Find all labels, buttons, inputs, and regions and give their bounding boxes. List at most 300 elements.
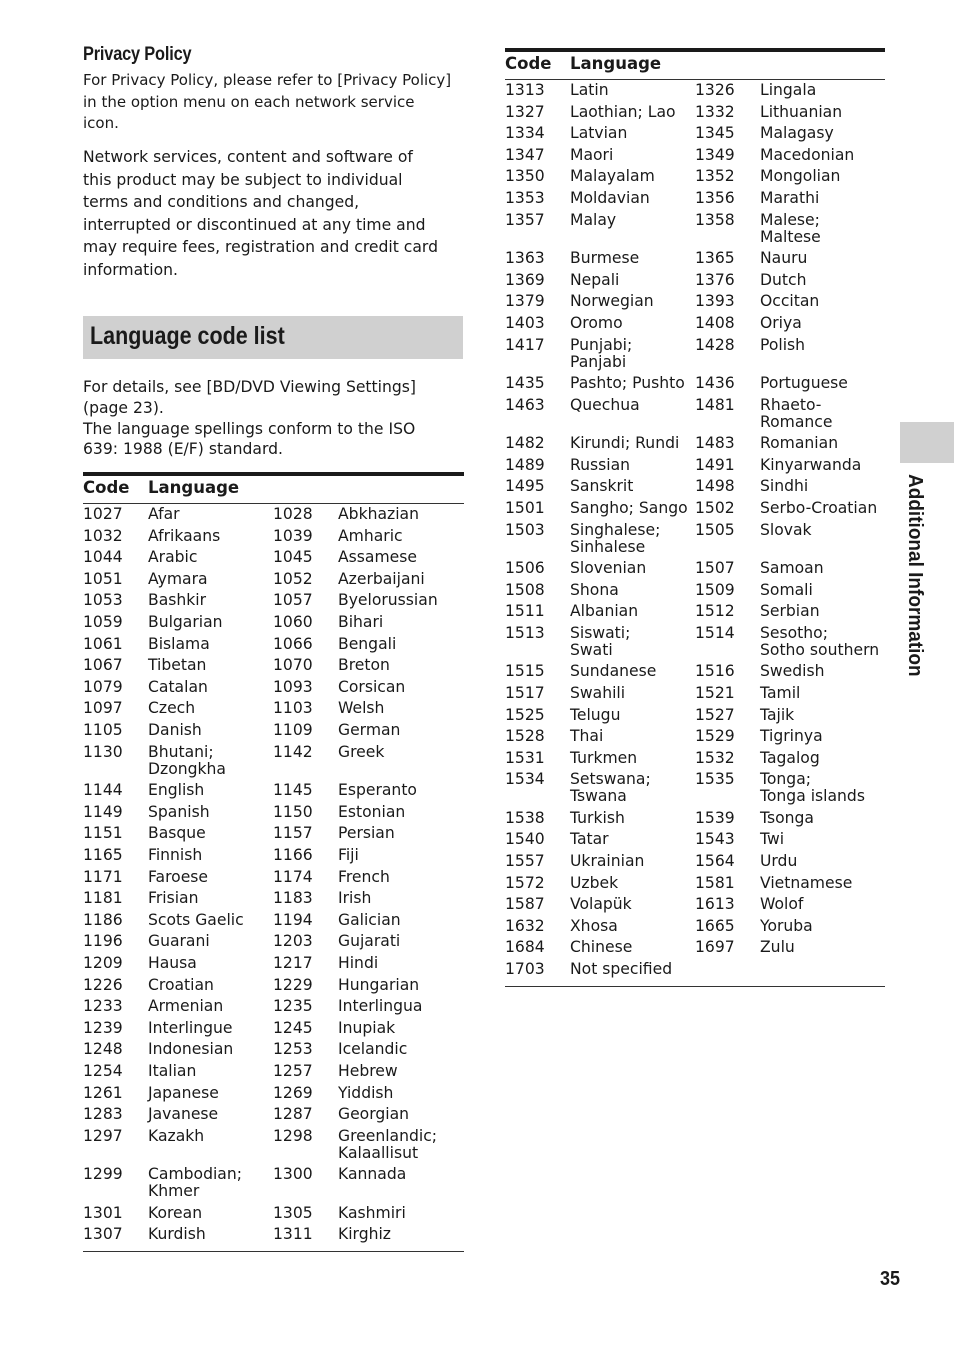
- code-cell: 1363: [505, 249, 545, 268]
- text-line: terms and conditions and changed,: [83, 193, 360, 211]
- code-cell: 1557: [505, 852, 545, 870]
- code-cell: 1253: [273, 1040, 313, 1059]
- language-cell: Wolof: [760, 895, 804, 914]
- language-cell: Malayalam: [570, 167, 655, 186]
- language-cell: Tajik: [760, 705, 795, 724]
- language-cell: Aymara: [148, 569, 208, 588]
- language-cell: Serbo-Croatian: [760, 498, 878, 517]
- language-cell: Latin: [570, 81, 609, 99]
- language-cell: Assamese: [338, 548, 417, 567]
- code-cell: 1539: [695, 808, 735, 827]
- code-cell: 1283: [83, 1105, 123, 1124]
- code-cell: 1059: [83, 613, 123, 631]
- language-cell: Oromo: [570, 313, 623, 332]
- code-cell: 1261: [83, 1083, 123, 1102]
- text-line: The language spellings conform to the ISO: [83, 419, 416, 438]
- language-cell: [570, 212, 616, 229]
- header-rule: [505, 79, 885, 80]
- code-cell: 1149: [83, 802, 123, 821]
- code-cell: 1203: [273, 932, 313, 951]
- language-cell: Turkmen: [570, 748, 638, 767]
- code-cell: 1393: [695, 292, 735, 311]
- code-cell: 1311: [273, 1225, 313, 1244]
- language-cell: Maori: [570, 145, 614, 164]
- code-cell: 1307: [83, 1225, 123, 1244]
- code-cell: 1358: [695, 210, 735, 229]
- language-line: Polish: [760, 335, 806, 354]
- code-cell: 1257: [273, 1061, 313, 1080]
- language-line: Greek: [338, 742, 385, 761]
- language-cell: Estonian: [338, 802, 406, 821]
- code-cell: 1067: [83, 656, 123, 675]
- language-cell: Yoruba: [760, 916, 813, 935]
- section-title: Language code list: [90, 322, 285, 350]
- text-line: interrupted or discontinued at any time and: [83, 215, 426, 234]
- language-cell: Interlingue: [148, 1018, 233, 1037]
- language-cell: Tibetan: [148, 656, 207, 675]
- language-cell: Galician: [338, 910, 401, 929]
- language-cell: Guarani: [148, 932, 210, 951]
- language-cell: Corsican: [338, 677, 406, 696]
- language-cell: Tamil: [760, 683, 801, 702]
- code-cell: 1436: [695, 374, 735, 392]
- language-cell: Dutch: [760, 270, 807, 289]
- code-cell: 1039: [273, 526, 313, 545]
- language-cell: Occitan: [760, 292, 820, 311]
- code-cell: 1186: [83, 910, 123, 929]
- language-cell: Finnish: [148, 845, 203, 864]
- code-cell: 1299: [83, 1165, 123, 1184]
- code-cell: 1511: [505, 602, 545, 621]
- code-cell: 1481: [695, 395, 735, 414]
- code-cell: 1229: [273, 975, 313, 994]
- code-cell: 1521: [695, 683, 735, 702]
- code-cell: 1239: [83, 1018, 123, 1037]
- code-cell: 1103: [273, 699, 313, 718]
- language-cell: Hausa: [148, 953, 197, 972]
- code-cell: 1217: [273, 953, 313, 972]
- language-cell: Javanese: [148, 1105, 219, 1124]
- header-rule: [83, 503, 464, 504]
- language-line: Singhalese;: [570, 520, 661, 539]
- code-cell: 1540: [505, 830, 545, 849]
- language-cell: Norwegian: [570, 292, 654, 311]
- header-code: Code: [83, 478, 130, 497]
- language-line: Maltese: [760, 227, 821, 246]
- language-cell: Hindi: [338, 953, 379, 972]
- table-top-rule: [505, 48, 885, 52]
- language-line: Greenlandic;: [338, 1126, 438, 1145]
- text-line: 639: 1988 (E/F) standard.: [83, 440, 283, 459]
- language-cell: Hungarian: [338, 975, 420, 994]
- language-cell: Japanese: [148, 1083, 219, 1102]
- code-cell: 1543: [695, 830, 735, 849]
- language-line: Cambodian;: [148, 1165, 242, 1184]
- code-cell: 1157: [273, 824, 313, 843]
- code-cell: 1489: [505, 455, 545, 474]
- language-cell: [338, 744, 384, 761]
- language-cell: Abkhazian: [338, 505, 419, 523]
- language-cell: [148, 1166, 242, 1200]
- code-cell: 1165: [83, 845, 123, 864]
- code-cell: 1435: [505, 374, 545, 392]
- code-cell: 1027: [83, 505, 123, 523]
- code-cell: 1301: [83, 1203, 123, 1222]
- language-cell: Spanish: [148, 802, 210, 821]
- code-cell: 1326: [695, 81, 735, 99]
- language-cell: Oriya: [760, 313, 802, 332]
- language-cell: German: [338, 721, 401, 739]
- code-cell: 1379: [505, 292, 545, 311]
- language-cell: Serbian: [760, 602, 820, 621]
- code-cell: 1613: [695, 895, 735, 914]
- language-line: Siswati;: [570, 623, 631, 642]
- code-cell: 1044: [83, 548, 123, 567]
- privacy-heading: Privacy Policy: [83, 44, 192, 65]
- side-tab: [900, 422, 954, 463]
- language-cell: Nauru: [760, 249, 808, 268]
- language-cell: Breton: [338, 656, 390, 675]
- language-cell: Tsonga: [760, 808, 814, 827]
- language-cell: Portuguese: [760, 374, 848, 392]
- code-cell: 1527: [695, 705, 735, 724]
- code-cell: 1297: [83, 1126, 123, 1145]
- language-line: Setswana;: [570, 770, 651, 789]
- code-cell: 1151: [83, 824, 123, 843]
- language-cell: Uzbek: [570, 873, 619, 892]
- language-cell: Kinyarwanda: [760, 455, 862, 474]
- code-cell: 1349: [695, 145, 735, 164]
- language-cell: Slovenian: [570, 559, 647, 577]
- language-cell: Lingala: [760, 81, 817, 99]
- language-cell: Inupiak: [338, 1018, 396, 1037]
- text-line: may require fees, registration and credit card: [83, 238, 438, 256]
- language-cell: Romanian: [760, 434, 839, 453]
- language-cell: Bislama: [148, 634, 210, 653]
- language-cell: [148, 744, 226, 778]
- code-cell: 1529: [695, 727, 735, 746]
- language-cell: Telugu: [570, 705, 621, 724]
- language-line: Kazakh: [148, 1126, 205, 1145]
- language-cell: Latvian: [570, 124, 628, 143]
- code-cell: 1194: [273, 910, 313, 929]
- code-cell: 1587: [505, 895, 545, 914]
- code-cell: 1534: [505, 770, 545, 789]
- code-cell: 1245: [273, 1018, 313, 1037]
- code-cell: 1482: [505, 434, 545, 453]
- section-banner: [83, 316, 463, 359]
- language-cell: Mongolian: [760, 167, 841, 186]
- code-cell: 1564: [695, 852, 735, 870]
- language-cell: Swahili: [570, 683, 626, 702]
- code-cell: 1514: [695, 623, 735, 642]
- code-cell: 1376: [695, 270, 735, 289]
- language-line: Punjabi;: [570, 335, 633, 354]
- text-line: (page 23).: [83, 398, 164, 417]
- code-cell: 1507: [695, 559, 735, 577]
- code-cell: 1070: [273, 656, 313, 675]
- language-cell: Marathi: [760, 189, 820, 207]
- language-cell: Lithuanian: [760, 102, 843, 121]
- code-cell: 1142: [273, 742, 313, 761]
- code-cell: 1028: [273, 505, 313, 523]
- language-cell: Kurdish: [148, 1225, 206, 1244]
- code-cell: 1365: [695, 249, 735, 268]
- code-cell: 1509: [695, 580, 735, 599]
- code-cell: 1196: [83, 932, 123, 951]
- code-cell: 1357: [505, 210, 545, 229]
- language-cell: Sangho; Sango: [570, 498, 688, 517]
- code-cell: 1495: [505, 477, 545, 496]
- language-cell: Somali: [760, 580, 813, 599]
- language-cell: [338, 1128, 437, 1162]
- language-cell: Arabic: [148, 548, 198, 567]
- code-cell: 1513: [505, 623, 545, 642]
- language-cell: Turkish: [570, 808, 625, 827]
- language-cell: Byelorussian: [338, 591, 438, 610]
- code-cell: 1356: [695, 189, 735, 207]
- language-cell: Afrikaans: [148, 526, 221, 545]
- language-cell: Swedish: [760, 662, 825, 681]
- table-top-rule: [83, 472, 464, 476]
- code-cell: 1052: [273, 569, 313, 588]
- language-line: Tonga;: [760, 770, 812, 789]
- language-cell: Burmese: [570, 249, 640, 268]
- language-cell: Zulu: [760, 938, 795, 957]
- code-cell: 1235: [273, 997, 313, 1016]
- text-line: For Privacy Policy, please refer to [Privacy Policy]: [83, 71, 452, 89]
- language-cell: Kirghiz: [338, 1225, 391, 1244]
- code-cell: 1045: [273, 548, 313, 567]
- language-cell: [760, 522, 812, 539]
- code-cell: 1060: [273, 613, 313, 631]
- language-line: Quechua: [570, 395, 640, 414]
- code-cell: 1508: [505, 580, 545, 599]
- language-cell: Esperanto: [338, 781, 417, 800]
- code-cell: 1572: [505, 873, 545, 892]
- language-cell: Bulgarian: [148, 613, 223, 631]
- side-tab-label: Additional Information: [904, 474, 926, 677]
- code-cell: 1248: [83, 1040, 123, 1059]
- code-cell: 1183: [273, 889, 313, 908]
- header-code: Code: [505, 54, 552, 73]
- code-cell: 1505: [695, 520, 735, 539]
- language-cell: Pashto; Pushto: [570, 374, 685, 392]
- code-cell: 1408: [695, 313, 735, 332]
- language-cell: [570, 771, 651, 805]
- code-cell: 1144: [83, 781, 123, 800]
- language-cell: Persian: [338, 824, 395, 843]
- language-cell: Korean: [148, 1203, 203, 1222]
- code-cell: 1512: [695, 602, 735, 621]
- header-language: Language: [148, 478, 240, 497]
- language-cell: Nepali: [570, 270, 620, 289]
- language-cell: Afar: [148, 505, 180, 523]
- language-cell: [148, 1128, 204, 1145]
- language-line: Malay: [570, 210, 617, 229]
- code-cell: 1097: [83, 699, 123, 718]
- language-cell: Armenian: [148, 997, 224, 1016]
- code-cell: 1093: [273, 677, 313, 696]
- code-cell: 1226: [83, 975, 123, 994]
- language-cell: French: [338, 867, 390, 886]
- code-cell: 1491: [695, 455, 735, 474]
- network-paragraph: [83, 146, 465, 281]
- language-cell: [760, 397, 832, 431]
- text-line: information.: [83, 260, 178, 279]
- code-cell: 1665: [695, 916, 735, 935]
- table-bottom-rule: [83, 1251, 464, 1252]
- language-line: Dzongkha: [148, 759, 226, 778]
- language-cell: Frisian: [148, 889, 199, 908]
- language-cell: Yiddish: [338, 1083, 394, 1102]
- language-cell: Bashkir: [148, 591, 207, 610]
- code-cell: 1516: [695, 662, 735, 681]
- language-cell: Kashmiri: [338, 1203, 406, 1222]
- header-language: Language: [570, 54, 662, 73]
- language-cell: Scots Gaelic: [148, 910, 244, 929]
- code-cell: 1345: [695, 124, 735, 143]
- privacy-paragraph: [83, 70, 465, 135]
- language-cell: Shona: [570, 580, 619, 599]
- language-cell: Indonesian: [148, 1040, 234, 1059]
- language-line: Tswana: [570, 787, 627, 806]
- language-cell: Sundanese: [570, 662, 657, 681]
- code-cell: 1347: [505, 145, 545, 164]
- language-cell: Bihari: [338, 613, 384, 631]
- text-line: For details, see [BD/DVD Viewing Settings]: [83, 378, 416, 396]
- code-cell: 1502: [695, 498, 735, 517]
- language-cell: Bengali: [338, 634, 397, 653]
- code-cell: 1061: [83, 634, 123, 653]
- code-cell: 1532: [695, 748, 735, 767]
- language-cell: Sindhi: [760, 477, 809, 496]
- code-cell: 1632: [505, 916, 545, 935]
- language-cell: Interlingua: [338, 997, 423, 1016]
- language-cell: Welsh: [338, 699, 385, 718]
- language-cell: [570, 625, 630, 659]
- code-cell: 1145: [273, 781, 313, 800]
- code-cell: 1332: [695, 102, 735, 121]
- text-line: in the option menu on each network service: [83, 92, 415, 111]
- language-cell: Urdu: [760, 852, 798, 870]
- code-cell: 1428: [695, 335, 735, 354]
- language-cell: Irish: [338, 889, 372, 908]
- language-cell: Azerbaijani: [338, 569, 425, 588]
- code-cell: 1032: [83, 526, 123, 545]
- language-cell: Moldavian: [570, 189, 650, 207]
- code-cell: 1209: [83, 953, 123, 972]
- text-line: Network services, content and software of: [83, 148, 413, 166]
- language-cell: Tatar: [570, 830, 609, 849]
- code-cell: 1174: [273, 867, 313, 886]
- code-cell: 1254: [83, 1061, 123, 1080]
- code-cell: 1181: [83, 889, 123, 908]
- language-cell: Albanian: [570, 602, 639, 621]
- language-cell: Ukrainian: [570, 852, 645, 870]
- language-cell: Samoan: [760, 559, 824, 577]
- code-cell: 1517: [505, 683, 545, 702]
- code-cell: 1417: [505, 335, 545, 354]
- code-cell: 1581: [695, 873, 735, 892]
- details-paragraph: [83, 377, 465, 460]
- language-cell: Volapük: [570, 895, 632, 914]
- language-line: Sinhalese: [570, 537, 646, 556]
- code-cell: 1233: [83, 997, 123, 1016]
- language-cell: Faroese: [148, 867, 209, 886]
- language-line: Panjabi: [570, 352, 627, 371]
- language-line: Kalaallisut: [338, 1143, 419, 1162]
- language-cell: Malagasy: [760, 124, 834, 143]
- language-cell: Amharic: [338, 526, 403, 545]
- code-cell: 1703: [505, 960, 545, 978]
- code-cell: 1531: [505, 748, 545, 767]
- code-cell: 1350: [505, 167, 545, 186]
- language-line: Swati: [570, 640, 613, 659]
- language-cell: Xhosa: [570, 916, 618, 935]
- code-cell: 1269: [273, 1083, 313, 1102]
- language-cell: Thai: [570, 727, 604, 746]
- code-cell: 1515: [505, 662, 545, 681]
- language-line: Romance: [760, 412, 833, 431]
- code-cell: 1171: [83, 867, 123, 886]
- code-cell: 1501: [505, 498, 545, 517]
- language-cell: [760, 337, 805, 354]
- code-cell: 1057: [273, 591, 313, 610]
- language-cell: [760, 625, 879, 659]
- language-cell: Basque: [148, 824, 206, 843]
- code-cell: 1109: [273, 721, 313, 739]
- language-line: Slovak: [760, 520, 812, 539]
- code-cell: 1528: [505, 727, 545, 746]
- code-cell: 1525: [505, 705, 545, 724]
- language-cell: Kirundi; Rundi: [570, 434, 680, 453]
- code-cell: 1327: [505, 102, 545, 121]
- text-line: icon.: [83, 114, 119, 132]
- language-cell: [760, 771, 865, 805]
- language-cell: [570, 397, 640, 414]
- language-cell: Twi: [760, 830, 785, 849]
- language-line: Khmer: [148, 1182, 200, 1201]
- language-cell: Tigrinya: [760, 727, 823, 746]
- code-cell: 1369: [505, 270, 545, 289]
- language-cell: Icelandic: [338, 1040, 408, 1059]
- language-line: Kannada: [338, 1165, 407, 1184]
- language-cell: Danish: [148, 721, 202, 739]
- language-cell: Vietnamese: [760, 873, 853, 892]
- language-cell: Croatian: [148, 975, 214, 994]
- code-cell: 1053: [83, 591, 123, 610]
- code-cell: 1697: [695, 938, 735, 957]
- code-cell: 1300: [273, 1165, 313, 1184]
- language-cell: Fiji: [338, 845, 359, 864]
- code-cell: 1287: [273, 1105, 313, 1124]
- language-line: Tonga islands: [760, 787, 865, 806]
- code-cell: 1298: [273, 1126, 313, 1145]
- code-cell: 1538: [505, 808, 545, 827]
- code-cell: 1535: [695, 770, 735, 789]
- language-cell: [760, 212, 821, 246]
- language-cell: Laothian; Lao: [570, 102, 676, 121]
- language-cell: [570, 522, 660, 556]
- language-cell: Georgian: [338, 1105, 410, 1124]
- code-cell: 1503: [505, 520, 545, 539]
- language-cell: Macedonian: [760, 145, 855, 164]
- code-cell: 1483: [695, 434, 735, 453]
- table-bottom-rule: [505, 986, 885, 987]
- code-cell: 1150: [273, 802, 313, 821]
- code-cell: 1498: [695, 477, 735, 496]
